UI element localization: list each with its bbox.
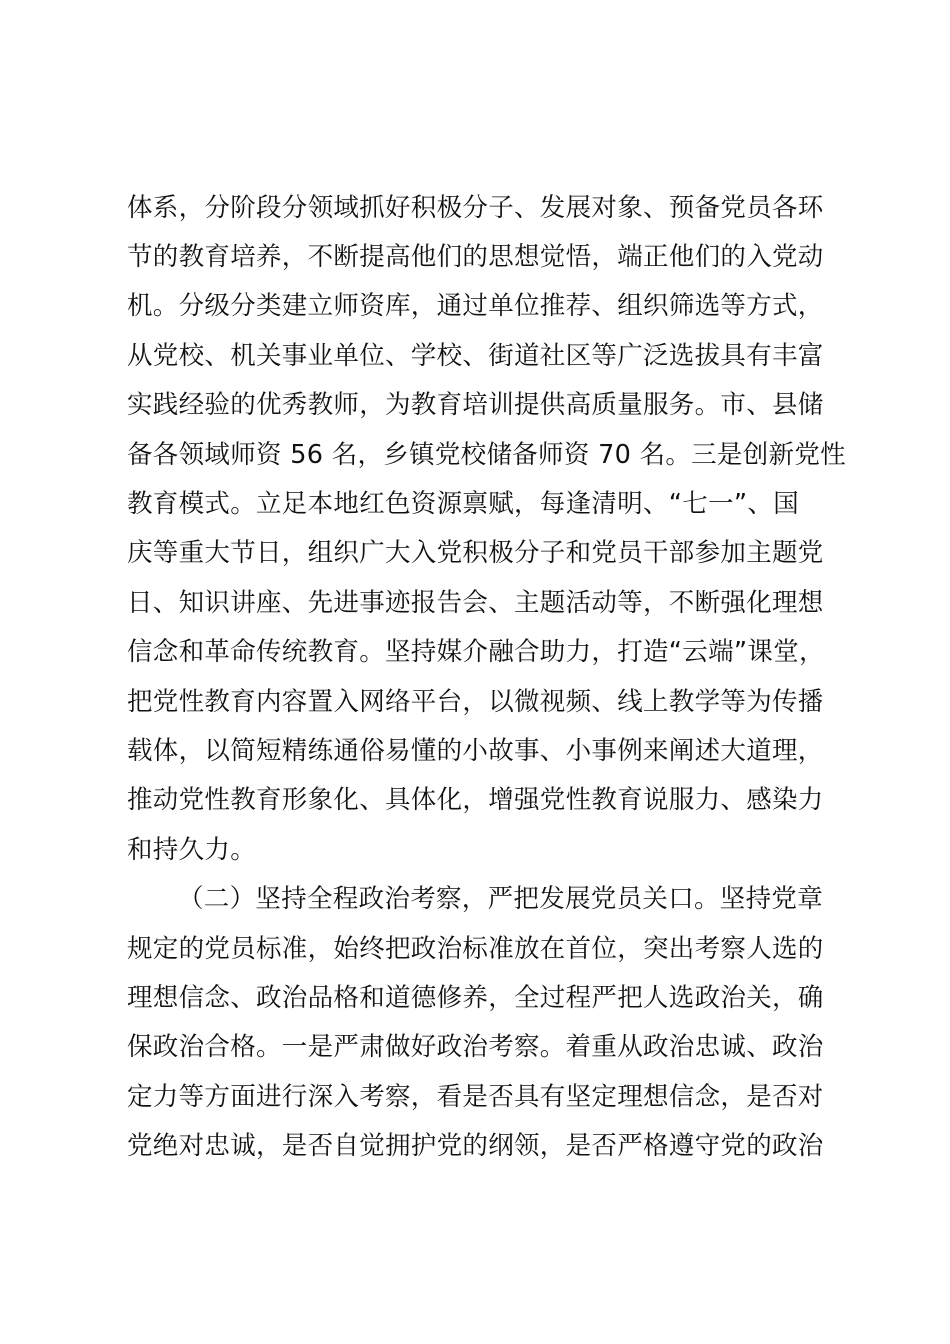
text-line: 实践经验的优秀教师，为教育培训提供高质量服务。市、县储 [127,390,824,420]
text-line: 备各领域师资 56 名，乡镇党校储备师资 70 名。三是创新党性 [127,440,846,470]
text-line: 信念和革命传统教育。坚持媒介融合助力，打造“云端”课堂， [127,637,825,667]
text-line: 教育模式。立足本地红色资源禀赋，每逢清明、“七一”、国 [127,489,800,519]
text-line: 定力等方面进行深入考察，看是否具有坚定理想信念，是否对 [127,1082,824,1112]
text-line: （二）坚持全程政治考察，严把发展党员关口。坚持党章 [178,884,824,914]
text-line: 机。分级分类建立师资库，通过单位推荐、组织筛选等方式， [127,291,824,321]
text-line: 从党校、机关事业单位、学校、街道社区等广泛选拔具有丰富 [127,341,824,371]
text-line: 节的教育培养，不断提高他们的思想觉悟，端正他们的入党动 [127,242,824,272]
text-line: 把党性教育内容置入网络平台，以微视频、线上教学等为传播 [127,687,824,717]
text-line: 体系，分阶段分领域抓好积极分子、发展对象、预备党员各环 [127,193,824,223]
text-line: 日、知识讲座、先进事迹报告会、主题活动等，不断强化理想 [127,588,824,618]
text-line: 载体，以简短精练通俗易懂的小故事、小事例来阐述大道理， [127,736,824,766]
text-line: 庆等重大节日，组织广大入党积极分子和党员干部参加主题党 [127,538,824,568]
text-line: 保政治合格。一是严肃做好政治考察。着重从政治忠诚、政治 [127,1032,824,1062]
text-line: 党绝对忠诚，是否自觉拥护党的纲领，是否严格遵守党的政治 [127,1131,824,1161]
text-line: 规定的党员标准，始终把政治标准放在首位，突出考察人选的 [127,934,824,964]
text-line: 推动党性教育形象化、具体化，增强党性教育说服力、感染力 [127,785,824,815]
text-line: 和持久力。 [127,835,257,865]
text-line: 理想信念、政治品格和道德修养，全过程严把人选政治关，确 [127,983,824,1013]
